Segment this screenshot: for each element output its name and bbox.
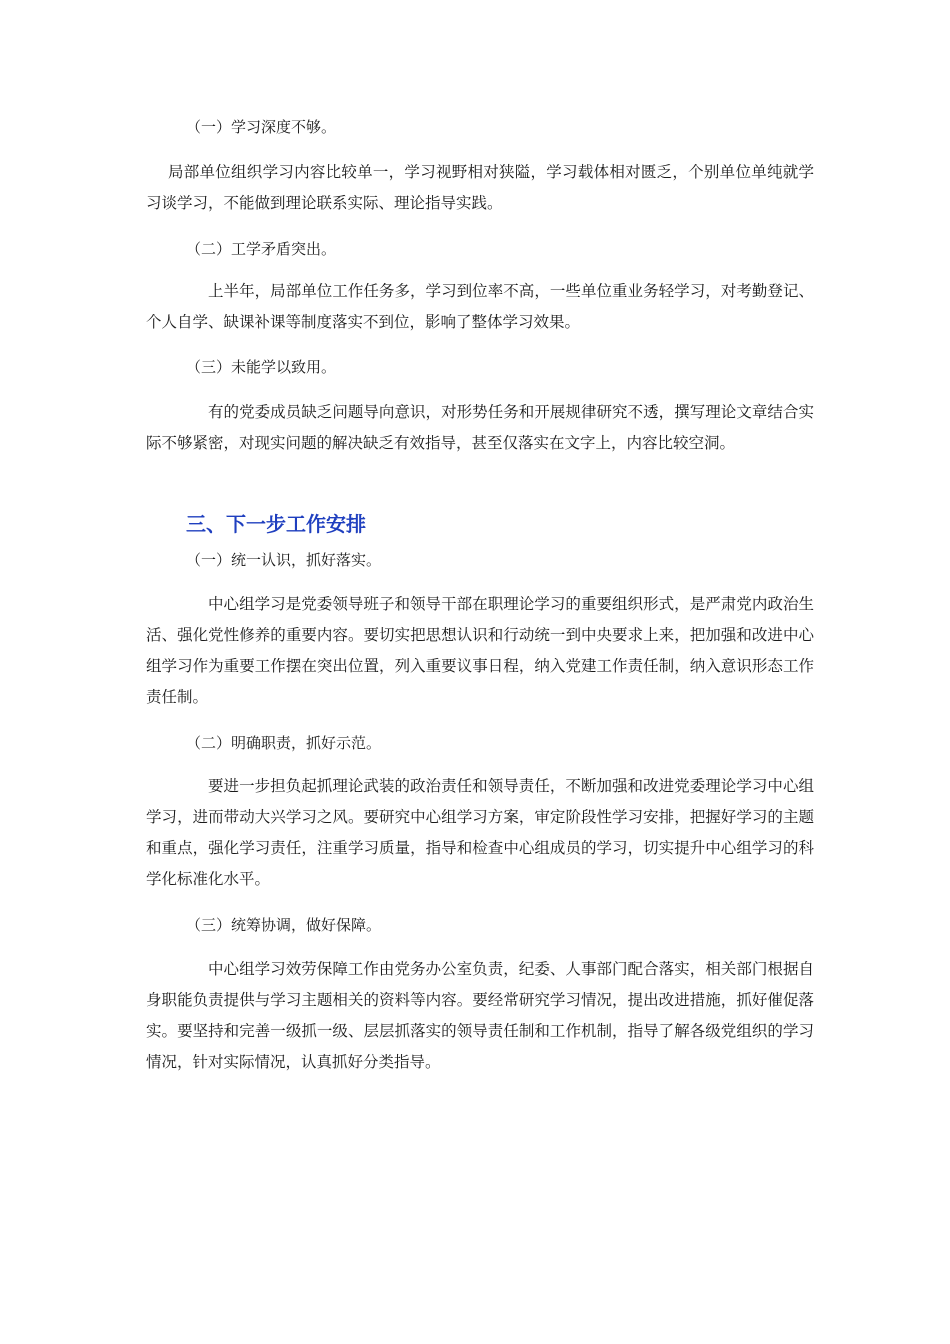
paragraph-duties: 要进一步担负起抓理论武装的政治责任和领导责任，不断加强和改进党委理论学习中心组学习，进而带动大兴学习之风。要研究中心组学习方案，审定阶段性学习安排，把握好学习的主题和重点，强化学习责任，注重学习质量，指导和检查中心组成员的学习，切实提升中心组学习的科学化标准化水平。 [146,777,814,888]
paragraph-depth: 局部单位组织学习内容比较单一，学习视野相对狭隘，学习载体相对匮乏，个别单位单纯就学习谈学习，不能做到理论联系实际、理论指导实践。 [146,163,814,212]
paragraph-coordination: 中心组学习效劳保障工作由党务办公室负责，纪委、人事部门配合落实，相关部门根据自身职能负责提供与学习主题相关的资料等内容。要经常研究学习情况，提出改进措施，抓好催促落实。要坚持和完善一级抓一级、层层抓落实的领导责任制和工作机制，指导了解各级党组织的学习情况，针对实际情况，认真抓好分类指导。 [146,960,814,1071]
paragraph-unify: 中心组学习是党委领导班子和领导干部在职理论学习的重要组织形式，是严肃党内政治生活、强化党性修养的重要内容。要切实把思想认识和行动统一到中央要求上来，把加强和改进中心组学习作为重要工作摆在突出位置，列入重要议事日程，纳入党建工作责任制，纳入意识形态工作责任制。 [146,595,814,706]
section-heading-next-steps: 三、下一步工作安排 [186,512,366,536]
subsection-title-coordination: （三）统筹协调，做好保障。 [186,916,382,934]
paragraph-conflict: 上半年，局部单位工作任务多，学习到位率不高，一些单位重业务轻学习，对考勤登记、个人自学、缺课补课等制度落实不到位，影响了整体学习效果。 [146,282,814,331]
subsection-title-unify: （一）统一认识，抓好落实。 [186,551,382,569]
subsection-title-depth: （一）学习深度不够。 [186,118,337,136]
subsection-title-conflict: （二）工学矛盾突出。 [186,240,337,258]
subsection-title-application: （三）未能学以致用。 [186,358,337,376]
paragraph-application: 有的党委成员缺乏问题导向意识，对形势任务和开展规律研究不透，撰写理论文章结合实际不够紧密，对现实问题的解决缺乏有效指导，甚至仅落实在文字上，内容比较空洞。 [146,403,814,452]
subsection-title-duties: （二）明确职责，抓好示范。 [186,734,382,752]
